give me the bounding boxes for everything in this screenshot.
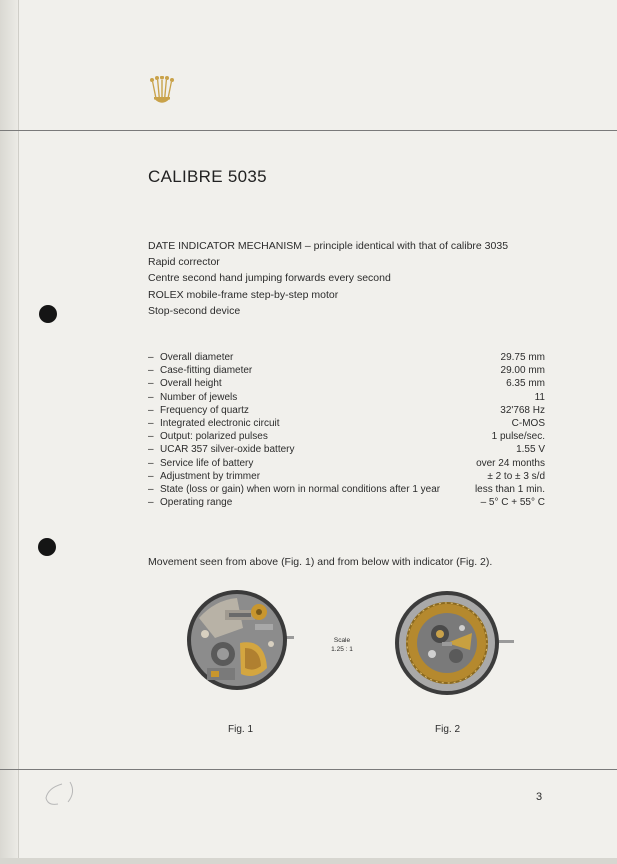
feature-item: ROLEX mobile-frame step-by-step motor bbox=[148, 288, 339, 301]
spec-value: ± 2 to ± 3 s/d bbox=[487, 470, 545, 482]
movement-top-image bbox=[185, 588, 295, 698]
spec-row bbox=[148, 443, 548, 456]
spec-value: C-MOS bbox=[511, 417, 545, 429]
top-rule bbox=[0, 130, 617, 131]
spec-label: Overall diameter bbox=[160, 352, 234, 363]
spec-row bbox=[148, 470, 548, 483]
spec-label: State (loss or gain) when worn in normal conditions after 1 year bbox=[160, 483, 441, 495]
binder-hole bbox=[39, 305, 57, 323]
spec-value: 1.55 V bbox=[516, 444, 545, 456]
pencil-mark bbox=[40, 778, 88, 810]
spec-row bbox=[148, 391, 548, 404]
spec-dash: – bbox=[148, 417, 154, 429]
spec-row bbox=[148, 417, 548, 430]
bottom-edge bbox=[0, 858, 617, 864]
spec-value: 1 pulse/sec. bbox=[491, 431, 545, 443]
feature-item: DATE INDICATOR MECHANISM – principle identical with that of calibre 3035 bbox=[148, 240, 509, 252]
spec-label: Number of jewels bbox=[160, 391, 238, 403]
page-number: 3 bbox=[536, 791, 543, 803]
spec-row bbox=[148, 430, 548, 443]
spec-label: Integrated electronic circuit bbox=[160, 417, 280, 429]
spec-value: over 24 months bbox=[476, 457, 545, 469]
spec-row bbox=[148, 404, 548, 417]
spec-label: Service life of battery bbox=[160, 457, 254, 469]
spec-dash: – bbox=[148, 483, 154, 495]
spec-label: Operating range bbox=[160, 497, 233, 509]
spec-label: Frequency of quartz bbox=[160, 404, 249, 416]
spec-row bbox=[148, 496, 548, 509]
spec-dash: – bbox=[148, 378, 154, 390]
spec-row bbox=[148, 351, 548, 364]
binder-hole bbox=[38, 538, 56, 556]
spec-value: 6.35 mm bbox=[506, 378, 545, 390]
crown-logo-icon bbox=[149, 76, 175, 106]
spec-dash: – bbox=[148, 404, 154, 416]
spec-value: 29.75 mm bbox=[500, 352, 545, 363]
spec-label: Overall height bbox=[160, 378, 222, 390]
movement-bottom-image bbox=[392, 588, 517, 698]
spec-value: less than 1 min. bbox=[474, 483, 545, 495]
feature-item: Stop-second device bbox=[148, 304, 241, 317]
scale-label: Scale bbox=[333, 637, 351, 644]
spec-row bbox=[148, 364, 548, 377]
spec-dash: – bbox=[148, 457, 154, 469]
spec-dash: – bbox=[148, 431, 154, 443]
spec-dash: – bbox=[148, 497, 154, 509]
spec-dash: – bbox=[148, 365, 154, 377]
spec-value: – 5° C + 55° C bbox=[480, 497, 545, 509]
spec-label: Output: polarized pulses bbox=[160, 431, 268, 443]
feature-item: Centre second hand jumping forwards every second bbox=[148, 272, 391, 285]
spec-dash: – bbox=[148, 444, 154, 456]
scale-note bbox=[322, 636, 362, 654]
spec-value: 11 bbox=[534, 391, 545, 403]
spec-dash: – bbox=[148, 352, 154, 363]
feature-item: Rapid corrector bbox=[148, 256, 220, 269]
spec-label: Case-fitting diameter bbox=[160, 365, 253, 377]
spec-label: UCAR 357 silver-oxide battery bbox=[160, 444, 295, 456]
fig2-label: Fig. 2 bbox=[435, 724, 461, 735]
page-title: CALIBRE 5035 bbox=[148, 167, 267, 186]
spec-table bbox=[148, 351, 548, 509]
feature-list bbox=[148, 238, 508, 319]
spec-value: 29.00 mm bbox=[500, 365, 545, 377]
bottom-rule bbox=[0, 769, 617, 770]
spec-label: Adjustment by trimmer bbox=[160, 470, 261, 482]
spec-row bbox=[148, 483, 548, 496]
spec-row bbox=[148, 377, 548, 390]
scale-value: 1.25 : 1 bbox=[331, 646, 353, 653]
spec-dash: – bbox=[148, 391, 154, 403]
figure-caption: Movement seen from above (Fig. 1) and from below with indicator (Fig. 2). bbox=[148, 556, 493, 568]
spec-row bbox=[148, 457, 548, 470]
spec-value: 32'768 Hz bbox=[500, 404, 545, 416]
fig1-label: Fig. 1 bbox=[228, 724, 254, 735]
spec-dash: – bbox=[148, 470, 154, 482]
